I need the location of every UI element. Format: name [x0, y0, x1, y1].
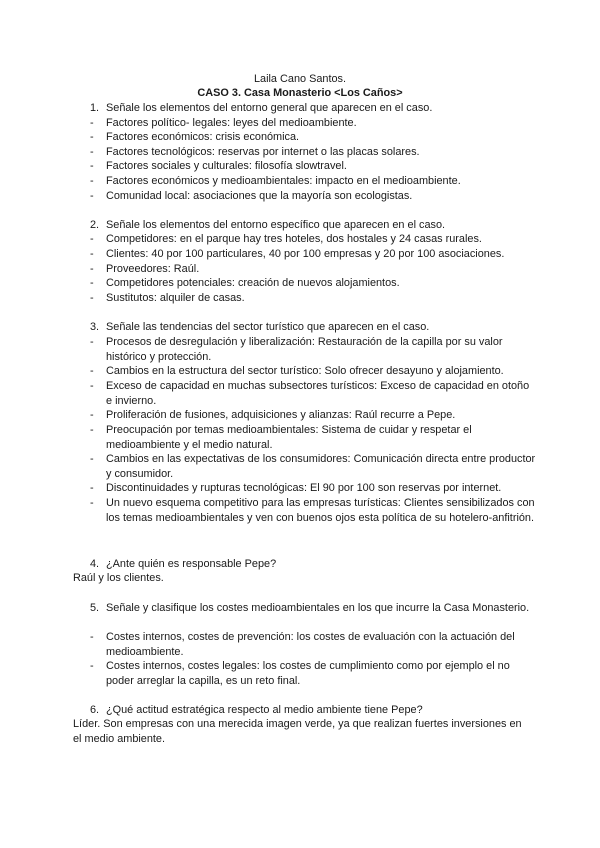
- list-item: Un nuevo esquema competitivo para las empresas turísticas: Clientes sensibilizados con los temas medioambientales y ven con buenos ojos esta política de su hotelero-anfitrión.: [106, 497, 535, 524]
- bullet-dash: -: [90, 380, 94, 392]
- list-item: Factores económicos: crisis económica.: [106, 131, 300, 143]
- bullet-dash: -: [90, 453, 94, 465]
- question-text: Señale las tendencias del sector turístico que aparecen en el caso.: [106, 321, 430, 333]
- list-item: Comunidad local: asociaciones que la mayoría son ecologistas.: [106, 190, 413, 202]
- answer-text: Raúl y los clientes.: [73, 572, 164, 584]
- list-item: Proliferación de fusiones, adquisiciones y alianzas: Raúl recurre a Pepe.: [106, 409, 456, 421]
- list-item: Sustitutos: alquiler de casas.: [106, 292, 245, 304]
- list-item: Costes internos, costes legales: los costes de cumplimiento como por ejemplo el no poder arreglar la capilla, es un reto final.: [106, 660, 510, 687]
- list-item: Procesos de desregulación y liberalización: Restauración de la capilla por su valor histórico y protección.: [106, 336, 503, 363]
- author-name: Laila Cano Santos.: [253, 73, 347, 85]
- list-item: Cambios en la estructura del sector turístico: Solo ofrecer desayuno y alojamiento.: [106, 365, 504, 377]
- list-item: Costes internos, costes de prevención: los costes de evaluación con la actuación del medioambiente.: [106, 631, 515, 658]
- question-text: ¿Ante quién es responsable Pepe?: [106, 558, 277, 570]
- question-number: 6.: [90, 704, 100, 716]
- bullet-dash: -: [90, 497, 94, 509]
- question-number: 5.: [90, 602, 100, 614]
- list-item: Preocupación por temas medioambientales: Sistema de cuidar y respetar el medioambiente y el medio natural.: [106, 424, 472, 451]
- bullet-dash: -: [90, 277, 94, 289]
- question-text: Señale los elementos del entorno general que aparecen en el caso.: [106, 102, 433, 114]
- bullet-dash: -: [90, 482, 94, 494]
- bullet-dash: -: [90, 365, 94, 377]
- bullet-dash: -: [90, 336, 94, 348]
- list-item: Proveedores: Raúl.: [106, 263, 200, 275]
- bullet-dash: -: [90, 263, 94, 275]
- bullet-dash: -: [90, 409, 94, 421]
- bullet-dash: -: [90, 131, 94, 143]
- list-item: Exceso de capacidad en muchas subsectores turísticos: Exceso de capacidad en otoño e invierno.: [106, 380, 530, 407]
- bullet-dash: -: [90, 160, 94, 172]
- question-text: Señale los elementos del entorno específico que aparecen en el caso.: [106, 219, 446, 231]
- question-number: 3.: [90, 321, 100, 333]
- question-number: 1.: [90, 102, 100, 114]
- list-item: Discontinuidades y rupturas tecnológicas: El 90 por 100 son reservas por internet.: [106, 482, 502, 494]
- question-number: 2.: [90, 219, 100, 231]
- bullet-dash: -: [90, 117, 94, 129]
- question-text: ¿Qué actitud estratégica respecto al medio ambiente tiene Pepe?: [106, 704, 423, 716]
- document-title: CASO 3. Casa Monasterio <Los Caños>: [197, 87, 403, 99]
- list-item: Competidores: en el parque hay tres hoteles, dos hostales y 24 casas rurales.: [106, 233, 482, 245]
- list-item: Factores político- legales: leyes del medioambiente.: [106, 117, 357, 129]
- bullet-dash: -: [90, 660, 94, 672]
- list-item: Cambios en las expectativas de los consumidores: Comunicación directa entre productor y consumidor.: [106, 453, 536, 480]
- question-text: Señale y clasifique los costes medioambientales en los que incurre la Casa Monasterio.: [106, 602, 530, 614]
- bullet-dash: -: [90, 146, 94, 158]
- list-item: Competidores potenciales: creación de nuevos alojamientos.: [106, 277, 400, 289]
- bullet-dash: -: [90, 292, 94, 304]
- list-item: Factores económicos y medioambientales: impacto en el medioambiente.: [106, 175, 461, 187]
- answer-text: Líder. Son empresas con una merecida imagen verde, ya que realizan fuertes inversiones en el medio ambiente.: [73, 718, 522, 745]
- question-number: 4.: [90, 558, 100, 570]
- bullet-dash: -: [90, 175, 94, 187]
- bullet-dash: -: [90, 233, 94, 245]
- bullet-dash: -: [90, 248, 94, 260]
- bullet-dash: -: [90, 190, 94, 202]
- bullet-dash: -: [90, 631, 94, 643]
- list-item: Factores tecnológicos: reservas por internet o las placas solares.: [106, 146, 420, 158]
- bullet-dash: -: [90, 424, 94, 436]
- list-item: Factores sociales y culturales: filosofía slowtravel.: [106, 160, 347, 172]
- list-item: Clientes: 40 por 100 particulares, 40 por 100 empresas y 20 por 100 asociaciones.: [106, 248, 505, 260]
